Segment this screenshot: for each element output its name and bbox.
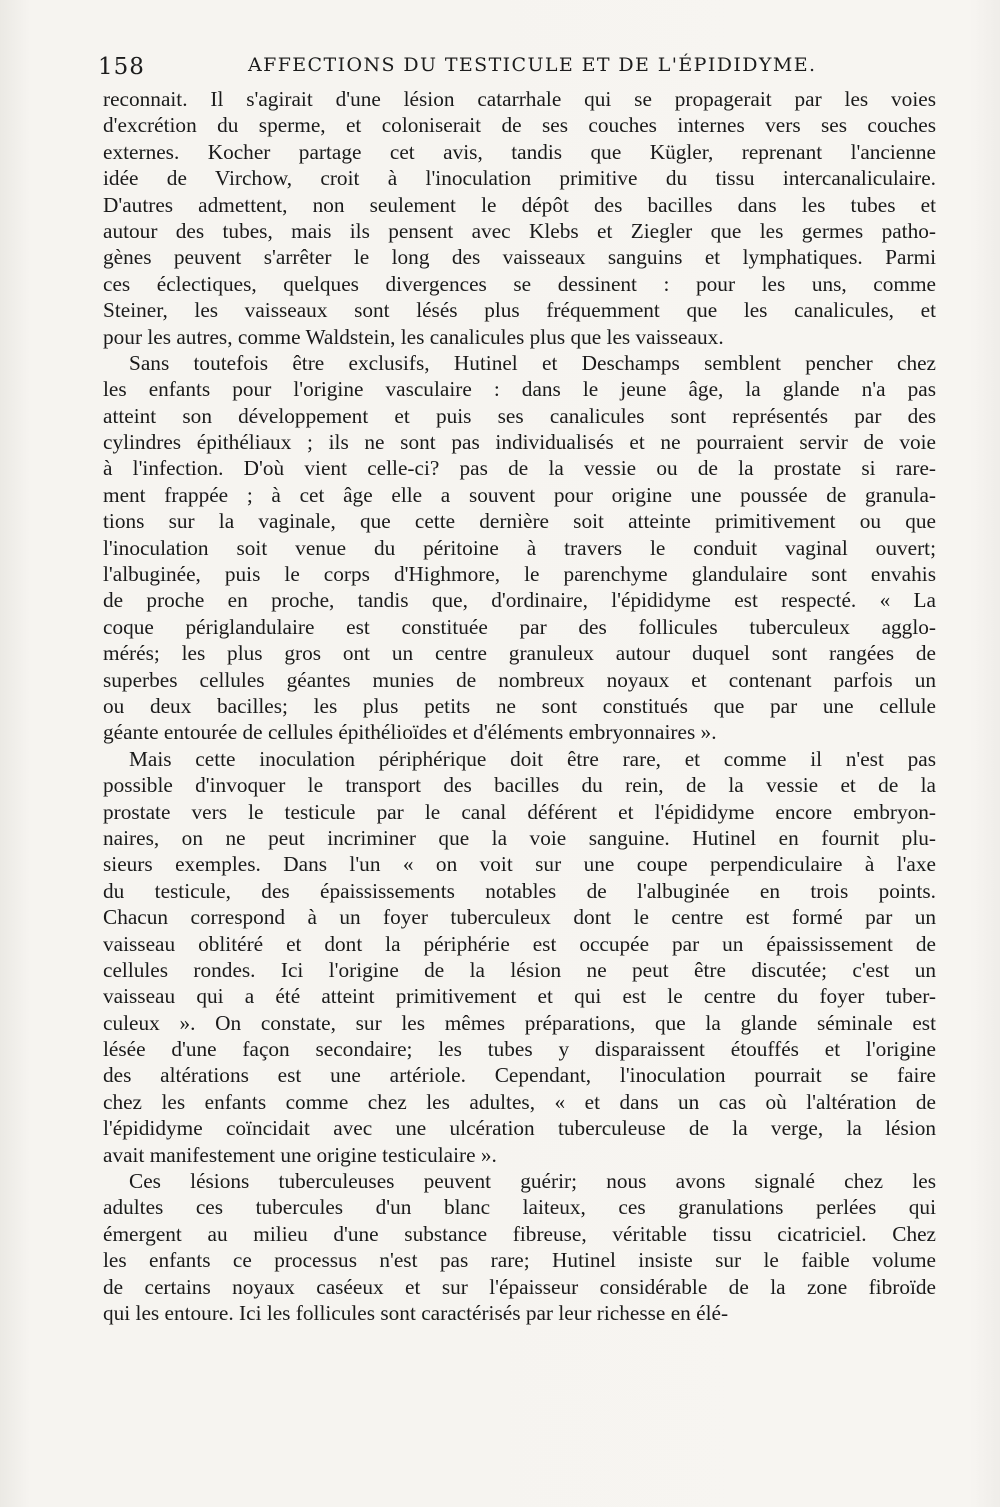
- text-line: à l'infection. D'où vient celle-ci? pas de la vessie ou de la prostate si rare-: [103, 456, 936, 481]
- text-line: D'autres admettent, non seulement le dépôt des bacilles dans les tubes et: [103, 192, 936, 217]
- text-line: émergent au milieu d'une substance fibreuse, véritable tissu cicatriciel. Chez: [103, 1221, 936, 1246]
- text-line: vaisseau oblitéré et dont la périphérie est occupée par un épaississement de: [103, 931, 936, 956]
- text-line: chez les enfants comme chez les adultes, « et dans un cas où l'altération de: [103, 1089, 936, 1114]
- text-line: vaisseau qui a été atteint primitivement et qui est le centre du foyer tuber-: [103, 984, 936, 1009]
- text-line: naires, on ne peut incriminer que la voie sanguine. Hutinel en fournit plu-: [103, 825, 936, 850]
- text-line: les enfants pour l'origine vasculaire : dans le jeune âge, la glande n'a pas: [103, 377, 936, 402]
- text-line: l'épididyme coïncidait avec une ulcération tuberculeuse de la verge, la lésion: [103, 1116, 936, 1141]
- text-line: Mais cette inoculation périphérique doit être rare, et comme il n'est pas: [129, 746, 936, 771]
- text-line: possible d'invoquer le transport des bacilles du rein, de la vessie et de la: [103, 773, 936, 798]
- text-line: ou deux bacilles; les plus petits ne sont constitués que par une cellule: [103, 693, 936, 718]
- text-line: mérés; les plus gros ont un centre granuleux autour duquel sont rangées de: [103, 641, 936, 666]
- page-number: 158: [98, 54, 145, 80]
- text-line: de certains noyaux caséeux et sur l'épaisseur considérable de la zone fibroïde: [103, 1274, 936, 1299]
- paragraph: [103, 350, 936, 746]
- text-line: géante entourée de cellules épithélioïdes et d'éléments embryonnaires ».: [103, 720, 717, 745]
- text-line: coque périglandulaire est constituée par des follicules tuberculeux agglo-: [103, 614, 936, 639]
- text-line: superbes cellules géantes munies de nombreux noyaux et contenant parfois un: [103, 667, 936, 692]
- text-line: l'albuginée, puis le corps d'Highmore, le parenchyme glandulaire sont envahis: [103, 562, 936, 587]
- text-line: Steiner, les vaisseaux sont lésés plus fréquemment que les canalicules, et: [103, 298, 936, 323]
- text-line: gènes peuvent s'arrêter le long des vaisseaux sanguins et lymphatiques. Parmi: [103, 245, 936, 270]
- text-line: les enfants ce processus n'est pas rare; Hutinel insiste sur le faible volume: [103, 1248, 936, 1273]
- text-line: autour des tubes, mais ils pensent avec Klebs et Ziegler que les germes patho-: [103, 218, 936, 243]
- text-line: Sans toutefois être exclusifs, Hutinel et Deschamps semblent pencher chez: [129, 350, 936, 375]
- text-line: des altérations est une artériole. Cependant, l'inoculation pourrait se faire: [103, 1063, 936, 1088]
- text-line: tions sur la vaginale, que cette dernière soit atteinte primitivement ou que: [103, 509, 936, 534]
- text-line: adultes ces tubercules d'un blanc laiteux, ces granulations perlées qui: [103, 1195, 936, 1220]
- text-line: de proche en proche, tandis que, d'ordinaire, l'épididyme est respecté. « La: [103, 588, 936, 613]
- text-line: d'excrétion du sperme, et coloniserait de ses couches internes vers ses couches: [103, 113, 936, 138]
- text-line: Ces lésions tuberculeuses peuvent guérir; nous avons signalé chez les: [129, 1169, 936, 1194]
- text-line: prostate vers le testicule par le canal déférent et l'épididyme encore embryon-: [103, 799, 936, 824]
- text-line: qui les entoure. Ici les follicules sont caractérisés par leur richesse en élé-: [103, 1300, 729, 1325]
- paragraph: [103, 1168, 936, 1326]
- text-line: lésée d'une façon secondaire; les tubes y disparaissent étouffés et l'origine: [103, 1037, 936, 1062]
- text-line: cylindres épithéliaux ; ils ne sont pas individualisés et ne pourraient servir de voie: [103, 430, 936, 455]
- text-line: l'inoculation soit venue du péritoine à travers le conduit vaginal ouvert;: [103, 535, 936, 560]
- text-line: pour les autres, comme Waldstein, les canalicules plus que les vaisseaux.: [103, 324, 724, 349]
- text-line: externes. Kocher partage cet avis, tandis que Kügler, reprenant l'ancienne: [103, 139, 936, 164]
- running-title: AFFECTIONS DU TESTICULE ET DE L'ÉPIDIDYME.: [248, 54, 817, 76]
- text-line: culeux ». On constate, sur les mêmes préparations, que la glande séminale est: [103, 1010, 936, 1035]
- text-line: cellules rondes. Ici l'origine de la lésion ne peut être discutée; c'est un: [103, 957, 936, 982]
- text-line: ment frappée ; à cet âge elle a souvent pour origine une poussée de granula-: [103, 482, 936, 507]
- page-header: [98, 48, 938, 82]
- text-line: idée de Virchow, croit à l'inoculation primitive du tissu intercanaliculaire.: [103, 166, 936, 191]
- text-line: sieurs exemples. Dans l'un « on voit sur une coupe perpendiculaire à l'axe: [103, 852, 936, 877]
- text-line: reconnait. Il s'agirait d'une lésion catarrhale qui se propagerait par les voies: [103, 87, 936, 111]
- text-line: du testicule, des épaississements notables de l'albuginée en trois points.: [103, 878, 936, 903]
- text-line: Chacun correspond à un foyer tuberculeux dont le centre est formé par un: [103, 905, 936, 930]
- paragraph: [103, 746, 936, 1168]
- text-line: avait manifestement une origine testiculaire ».: [103, 1142, 497, 1167]
- paragraph: [103, 86, 936, 350]
- text-line: ces éclectiques, quelques divergences se dessinent : pour les uns, comme: [103, 271, 936, 296]
- text-line: atteint son développement et puis ses canalicules sont représentés par des: [103, 403, 936, 428]
- body-text: [103, 86, 936, 1326]
